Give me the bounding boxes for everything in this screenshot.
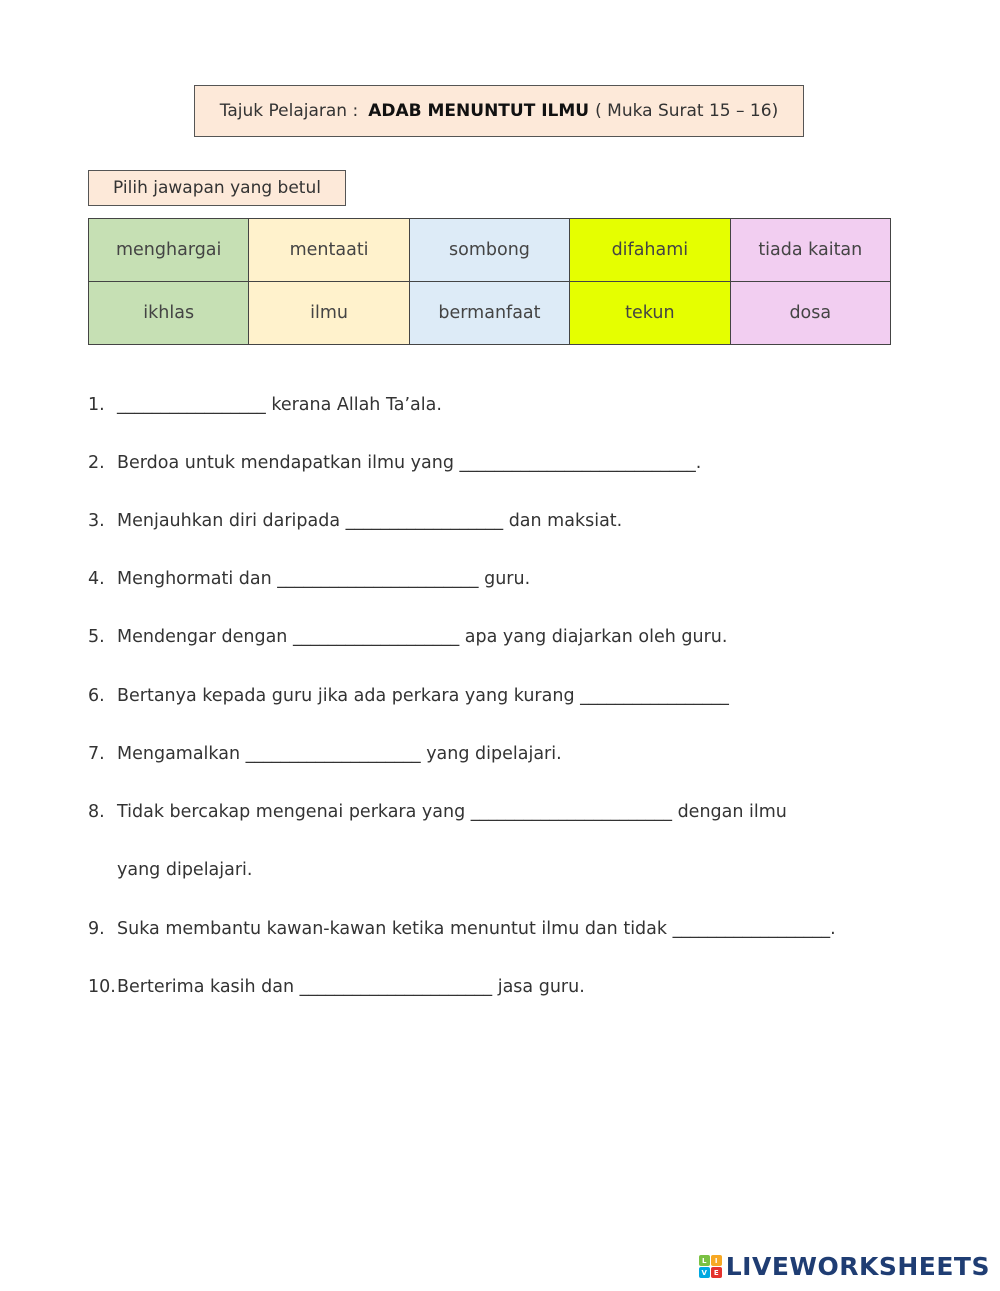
lesson-title (194, 85, 804, 137)
question-1[interactable] (88, 395, 442, 415)
question-number: 8. (88, 802, 105, 822)
question-5[interactable] (88, 627, 727, 647)
question-text: Berterima kasih dan ______________________ jasa guru. (117, 977, 585, 997)
word-bank-row (89, 282, 891, 345)
word-ilmu[interactable]: ilmu (249, 282, 409, 345)
word-ikhlas[interactable]: ikhlas (89, 282, 249, 345)
word-sombong[interactable]: sombong (409, 219, 569, 282)
question-text: _________________ kerana Allah Ta’ala. (117, 395, 442, 415)
question-text: Suka membantu kawan-kawan ketika menuntut ilmu dan tidak __________________. (117, 919, 836, 939)
question-9[interactable] (88, 919, 836, 939)
question-text: yang dipelajari. (117, 860, 253, 880)
question-7[interactable] (88, 744, 562, 764)
question-number: 6. (88, 686, 105, 706)
word-tekun[interactable]: tekun (570, 282, 730, 345)
word-mentaati[interactable]: mentaati (249, 219, 409, 282)
question-text: Menghormati dan _______________________ guru. (117, 569, 531, 589)
question-number: 2. (88, 453, 105, 473)
title-prefix: Tajuk Pelajaran : (219, 101, 359, 121)
question-6[interactable] (88, 686, 729, 706)
question-number: 1. (88, 395, 105, 415)
question-number: 10. (88, 977, 116, 997)
word-bank-table (88, 218, 891, 345)
question-4[interactable] (88, 569, 530, 589)
question-text: Menjauhkan diri daripada __________________ dan maksiat. (117, 511, 623, 531)
title-topic: ADAB MENUNTUT ILMU (368, 101, 590, 121)
word-bank-row (89, 219, 891, 282)
question-text: Berdoa untuk mendapatkan ilmu yang ___________________________. (117, 453, 702, 473)
question-3[interactable] (88, 511, 622, 531)
question-text: Bertanya kepada guru jika ada perkara yang kurang _________________ (117, 686, 729, 706)
question-number: 4. (88, 569, 105, 589)
question-8[interactable] (88, 802, 787, 822)
question-number: 7. (88, 744, 105, 764)
word-menghargai[interactable]: menghargai (89, 219, 249, 282)
question-number: 3. (88, 511, 105, 531)
word-dosa[interactable]: dosa (730, 282, 890, 345)
question-10[interactable] (88, 977, 585, 997)
liveworksheets-logo-icon: L I V E (699, 1255, 722, 1278)
question-text: Mengamalkan ____________________ yang dipelajari. (117, 744, 562, 764)
question-text: Tidak bercakap mengenai perkara yang _______________________ dengan ilmu (117, 802, 787, 822)
question-2[interactable] (88, 453, 701, 473)
title-suffix: ( Muka Surat 15 – 16) (595, 101, 779, 121)
question-text: Mendengar dengan ___________________ apa yang diajarkan oleh guru. (117, 627, 728, 647)
question-number: 5. (88, 627, 105, 647)
logo-text: LIVEWORKSHEETS (725, 1252, 990, 1281)
question-8-continuation (88, 860, 252, 880)
word-tiada-kaitan[interactable]: tiada kaitan (730, 219, 890, 282)
word-bermanfaat[interactable]: bermanfaat (409, 282, 569, 345)
word-difahami[interactable]: difahami (570, 219, 730, 282)
liveworksheets-logo (699, 1252, 990, 1281)
question-number: 9. (88, 919, 105, 939)
instruction-label: Pilih jawapan yang betul (88, 170, 346, 206)
